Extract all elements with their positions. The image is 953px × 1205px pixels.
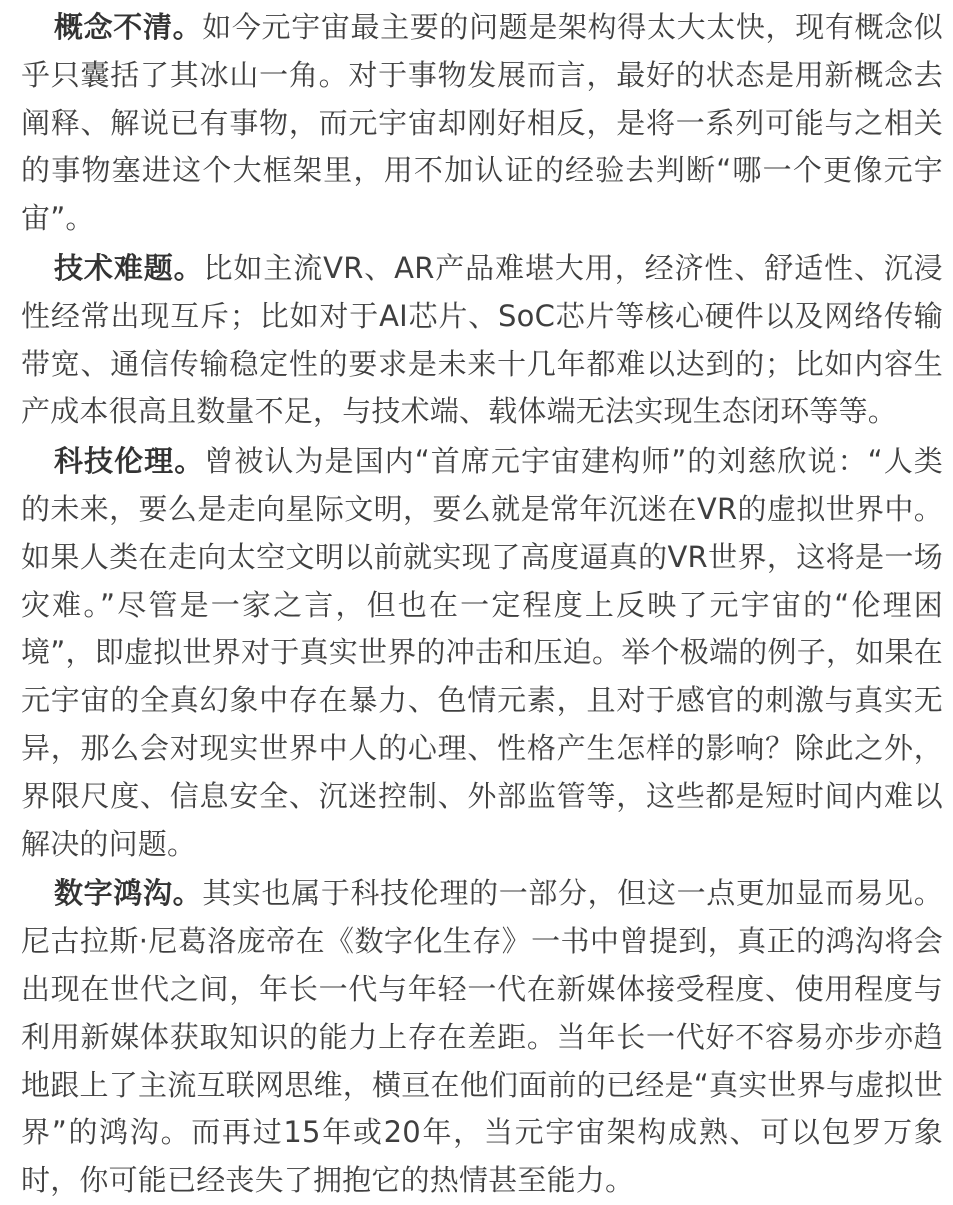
paragraph-text: 比如主流VR、AR产品难堪大用，经济性、舒适性、沉浸性经常出现互斥；比如对于AI芯片、SoC芯片等核心硬件以及网络传输带宽、通信传输稳定性的要求是未来十几年都难以达到的；比如内容生产成本很高且数量不足，与技术端、载体端无法实现生态闭环等等。: [21, 250, 943, 429]
paragraph-heading: 技术难题。: [54, 250, 204, 285]
paragraph-tech-ethics: [21, 438, 943, 868]
paragraph-digital-divide: [21, 870, 943, 1205]
paragraph-text: 其实也属于科技伦理的一部分，但这一点更加显而易见。尼古拉斯·尼葛洛庞帝在《数字化生存》一书中曾提到，真正的鸿沟将会出现在世代之间，年长一代与年轻一代在新媒体接受程度、使用程度与利用新媒体获取知识的能力上存在差距。当年长一代好不容易亦步亦趋地跟上了主流互联网思维，横亘在他们面前的已经是“真实世界与虚拟世界”的鸿沟。而再过15年或20年，当元宇宙架构成熟、可以包罗万象时，你可能已经丧失了拥抱它的热情甚至能力。: [21, 876, 943, 1198]
paragraph-heading: 数字鸿沟。: [54, 876, 203, 911]
paragraph-heading: 科技伦理。: [54, 444, 205, 479]
paragraph-text: 如今元宇宙最主要的问题是架构得太大太快，现有概念似乎只囊括了其冰山一角。对于事物发展而言，最好的状态是用新概念去阐释、解说已有事物，而元宇宙却刚好相反，是将一系列可能与之相关的事物塞进这个大框架里，用不加认证的经验去判断“哪一个更像元宇宙”。: [21, 10, 943, 236]
paragraph-concept-unclear: [21, 4, 943, 243]
paragraph-technical-problems: [21, 245, 943, 436]
paragraph-text: 曾被认为是国内“首席元宇宙建构师”的刘慈欣说：“人类的未来，要么是走向星际文明，要么就是常年沉迷在VR的虚拟世界中。如果人类在走向太空文明以前就实现了高度逼真的VR世界，这将是一场灾难。”尽管是一家之言，但也在一定程度上反映了元宇宙的“伦理困境”，即虚拟世界对于真实世界的冲击和压迫。举个极端的例子，如果在元宇宙的全真幻象中存在暴力、色情元素，且对于感官的刺激与真实无异，那么会对现实世界中人的心理、性格产生怎样的影响？除此之外，界限尺度、信息安全、沉迷控制、外部监管等，这些都是短时间内难以解决的问题。: [21, 444, 943, 861]
paragraph-heading: 概念不清。: [54, 10, 203, 44]
